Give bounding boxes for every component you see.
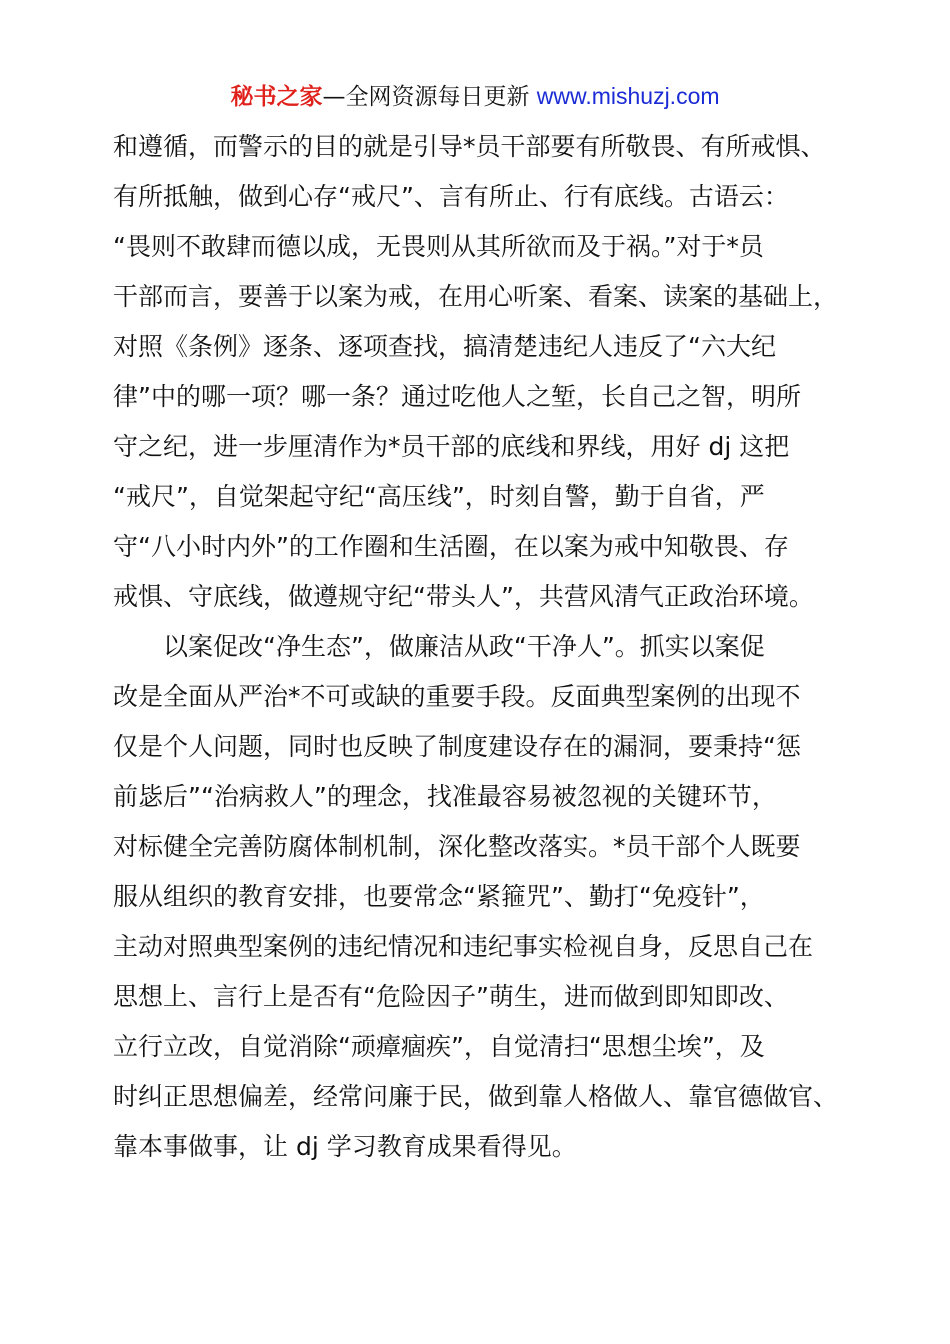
text-line: 律”中的哪一项？哪一条？通过吃他人之堑，长自己之智，明所 xyxy=(113,382,801,411)
text-line: 主动对照典型案例的违纪情况和违纪事实检视自身，反思自己在 xyxy=(113,932,814,961)
text-line: 时纠正思想偏差，经常问廉于民，做到靠人格做人、靠官德做官、 xyxy=(113,1082,839,1111)
site-slogan: —全网资源每日更新 xyxy=(322,84,537,110)
text-line: 立行立改，自觉消除“顽瘴痼疾”，自觉清扫“思想尘埃”，及 xyxy=(113,1032,765,1061)
text-line: 戒惧、守底线，做遵规守纪“带头人”，共营风清气正政治环境。 xyxy=(113,582,814,611)
text-line: 对标健全完善防腐体制机制，深化整改落实。*员干部个人既要 xyxy=(113,832,801,861)
site-url-link[interactable]: www.mishuzj.com xyxy=(536,83,720,109)
text-line: 守“八小时内外”的工作圈和生活圈，在以案为戒中知敬畏、存 xyxy=(113,532,789,561)
text-line: 有所抵触，做到心存“戒尺”、言有所止、行有底线。古语云： xyxy=(113,182,789,211)
document-body xyxy=(113,122,843,1172)
text-line: 仅是个人问题，同时也反映了制度建设存在的漏洞，要秉持“惩 xyxy=(113,732,801,761)
text-line: 改是全面从严治*不可或缺的重要手段。反面典型案例的出现不 xyxy=(113,682,801,711)
site-header xyxy=(0,80,950,113)
text-line: 对照《条例》逐条、逐项查找，搞清楚违纪人违反了“六大纪 xyxy=(113,332,776,361)
text-line: “戒尺”，自觉架起守纪“高压线”，时刻自警，勤于自省，严 xyxy=(113,482,765,511)
text-line: 服从组织的教育安排，也要常念“紧箍咒”、勤打“免疫针”， xyxy=(113,882,765,911)
text-line: 靠本事做事，让 dj 学习教育成果看得见。 xyxy=(113,1132,577,1161)
text-line: 守之纪，进一步厘清作为*员干部的底线和界线，用好 dj 这把 xyxy=(113,432,790,461)
text-line: “畏则不敢肆而德以成，无畏则从其所欲而及于祸。”对于*员 xyxy=(113,232,764,261)
text-line: 干部而言，要善于以案为戒，在用心听案、看案、读案的基础上， xyxy=(113,282,839,311)
text-line: 前毖后”“治病救人”的理念，找准最容易被忽视的关键环节， xyxy=(113,782,777,811)
site-brand: 秘书之家 xyxy=(230,84,323,110)
paragraph-start-line: 以案促改“净生态”，做廉洁从政“干净人”。抓实以案促 xyxy=(113,632,765,661)
text-line: 思想上、言行上是否有“危险因子”萌生，进而做到即知即改、 xyxy=(113,982,789,1011)
text-line: 和遵循，而警示的目的就是引导*员干部要有所敬畏、有所戒惧、 xyxy=(113,132,826,161)
